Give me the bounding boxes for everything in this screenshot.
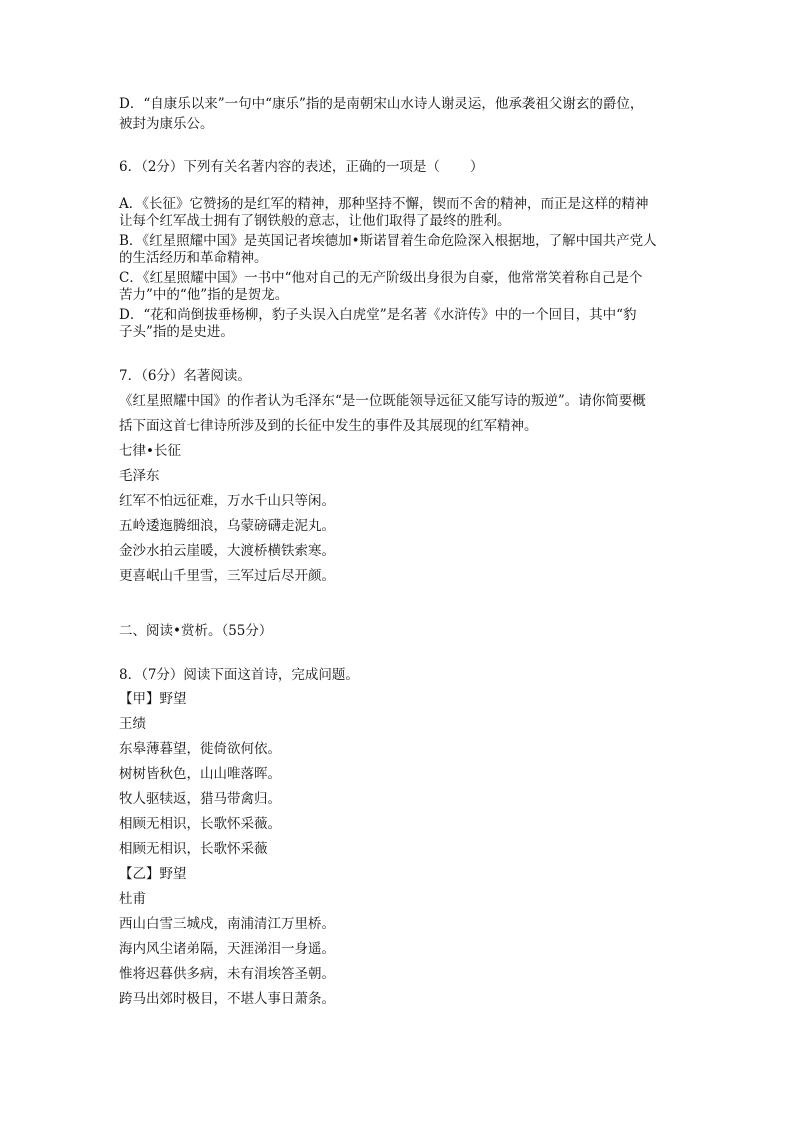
q8-poem-b-author: 杜甫 bbox=[119, 891, 146, 907]
q8-poem-a-line: 相顾无相识，长歌怀采薇。 bbox=[119, 816, 281, 832]
q7-poem-author: 毛泽东 bbox=[119, 468, 160, 484]
q8-poem-a-label: 【甲】野望 bbox=[119, 691, 187, 707]
q6-option-a-line2: 让每个红军战士拥有了钢铁般的意志，让他们取得了最终的胜利。 bbox=[119, 213, 511, 229]
q7-intro-line2: 括下面这首七律诗所涉及到的长征中发生的事件及其展现的红军精神。 bbox=[119, 418, 538, 434]
q6-option-b-line1: B．《红星照耀中国》是英国记者埃德加•斯诺冒着生命危险深入根据地，了解中国共产党人 bbox=[119, 233, 657, 249]
q5-option-d-line2: 被封为康乐公。 bbox=[119, 116, 214, 132]
q7-poem-line: 红军不怕远征难，万水千山只等闲。 bbox=[119, 493, 335, 509]
q7-poem-line: 五岭逶迤腾细浪，乌蒙磅礴走泥丸。 bbox=[119, 518, 335, 534]
q8-poem-a-line: 相顾无相识，长歌怀采薇 bbox=[119, 841, 268, 857]
q6-option-d-line1: D．“花和尚倒拔垂杨柳，豹子头误入白虎堂”是名著《水浒传》中的一个回目，其中“豹 bbox=[119, 307, 637, 323]
q6-option-c-line1: C．《红星照耀中国》一书中“他对自己的无产阶级出身很为自豪，他常常笑着称自己是个 bbox=[119, 270, 643, 286]
q6-option-b-line2: 的生活经历和革命精神。 bbox=[119, 250, 268, 266]
q8-poem-b-line: 跨马出郊时极目，不堪人事日萧条。 bbox=[119, 991, 335, 1007]
q6-stem bbox=[119, 158, 483, 176]
q6-stem-text: 6．（2分）下列有关名著内容的表述，正确的一项是（ bbox=[119, 159, 440, 175]
q8-poem-a-line: 牧人驱犊返，猎马带禽归。 bbox=[119, 791, 281, 807]
q5-option-d-line1: D．“自康乐以来”一句中“康乐”指的是南朝宋山水诗人谢灵运，他承袭祖父谢玄的爵位， bbox=[119, 96, 644, 112]
q7-stem: 7．（6分）名著阅读。 bbox=[119, 368, 251, 384]
q8-poem-a-author: 王绩 bbox=[119, 716, 146, 732]
q8-poem-b-line: 海内风尘诸弟隔，天涯涕泪一身遥。 bbox=[119, 941, 335, 957]
q7-intro-line1: 《红星照耀中国》的作者认为毛泽东“是一位既能领导远征又能写诗的叛逆”。请你简要概 bbox=[119, 393, 646, 409]
q8-poem-b-line: 惟将迟暮供多病，未有涓埃答圣朝。 bbox=[119, 966, 335, 982]
q7-poem-line: 金沙水拍云崖暖，大渡桥横铁索寒。 bbox=[119, 543, 335, 559]
q8-stem: 8．（7分）阅读下面这首诗，完成问题。 bbox=[119, 667, 359, 683]
q8-poem-a-line: 树树皆秋色，山山唯落晖。 bbox=[119, 766, 281, 782]
q8-poem-a-line: 东皋薄暮望，徙倚欲何依。 bbox=[119, 741, 281, 757]
q8-poem-b-label: 【乙】野望 bbox=[119, 866, 187, 882]
section2-heading: 二、阅读•赏析。（55分） bbox=[119, 623, 273, 639]
q6-stem-end: ） bbox=[469, 159, 484, 175]
q7-poem-title: 七律•长征 bbox=[119, 443, 181, 459]
q8-poem-b-line: 西山白雪三城戍，南浦清江万里桥。 bbox=[119, 916, 335, 932]
q6-option-a-line1: A．《长征》它赞扬的是红军的精神，那种坚持不懈，锲而不舍的精神，而正是这样的精神 bbox=[119, 196, 649, 212]
q6-option-d-line2: 子头”指的是史进。 bbox=[119, 324, 234, 340]
q7-poem-line: 更喜岷山千里雪，三军过后尽开颜。 bbox=[119, 568, 335, 584]
q6-option-c-line2: 苦力”中的“他”指的是贺龙。 bbox=[119, 287, 289, 303]
